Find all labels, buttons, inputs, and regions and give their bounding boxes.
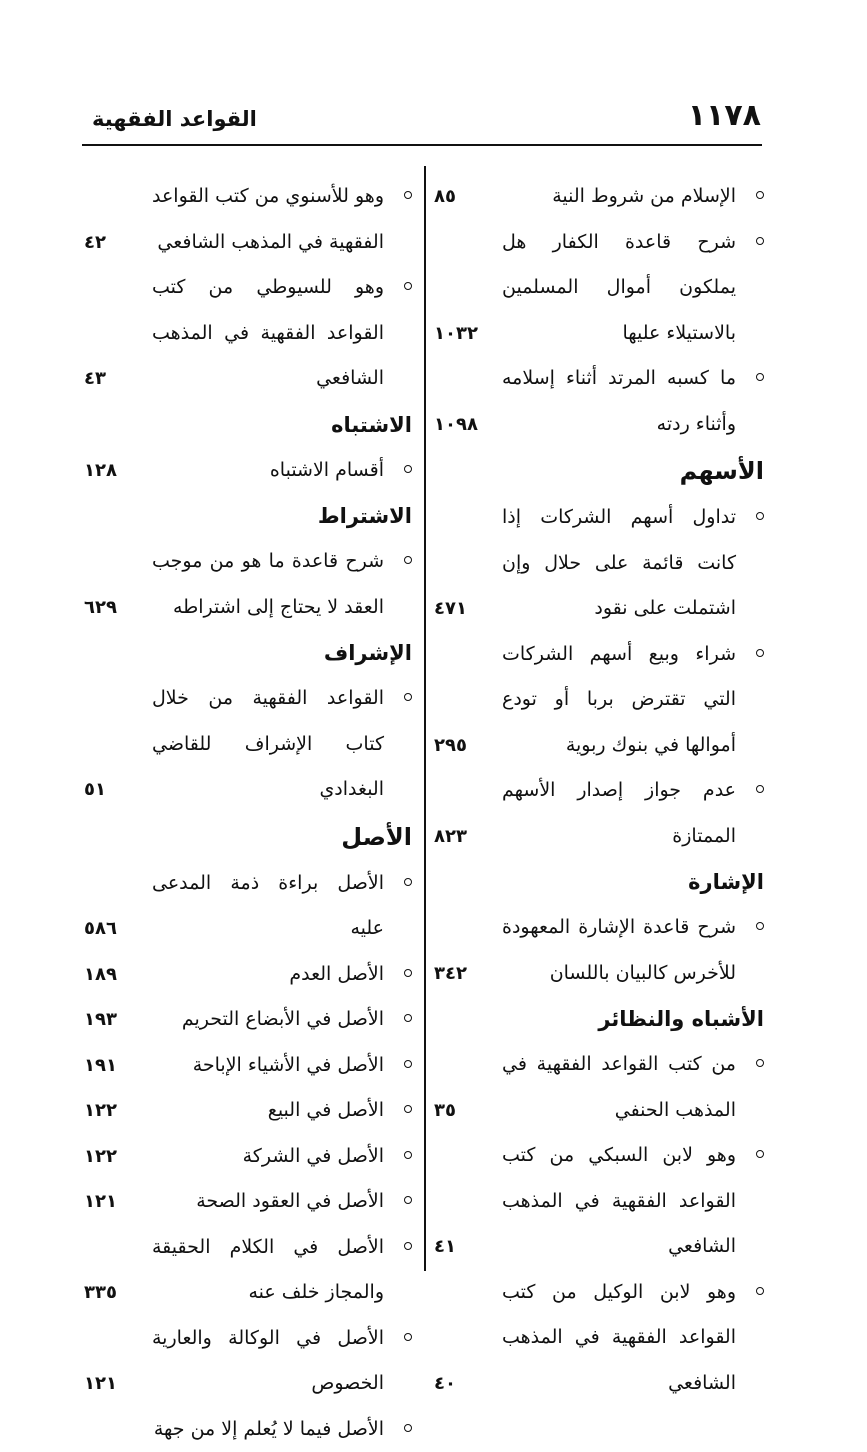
circle-bullet-icon	[404, 1014, 412, 1022]
circle-bullet-icon	[404, 878, 412, 886]
section-heading: الأصل	[80, 813, 414, 861]
section-heading: الاشتباه	[80, 402, 414, 448]
entry-text: أقسام الاشتباه	[152, 448, 384, 494]
index-entry	[80, 997, 414, 1043]
entry-page-number: ١٠٩٨	[434, 402, 478, 448]
circle-bullet-icon	[404, 556, 412, 564]
entry-text: الأصل في الأشياء الإباحة	[152, 1043, 384, 1089]
circle-bullet-icon	[404, 1333, 412, 1341]
header-rule	[82, 144, 762, 146]
index-entry	[80, 861, 414, 952]
index-entry	[80, 448, 414, 494]
index-entry	[80, 1043, 414, 1089]
circle-bullet-icon	[404, 282, 412, 290]
circle-bullet-icon	[404, 1060, 412, 1068]
index-entry	[80, 1179, 414, 1225]
circle-bullet-icon	[404, 1242, 412, 1250]
index-entry	[430, 768, 766, 859]
running-title: القواعد الفقهية	[92, 102, 257, 136]
entry-text: وهو لابن السبكي من كتب القواعد الفقهية في المذهب الشافعي	[502, 1133, 736, 1270]
circle-bullet-icon	[404, 1151, 412, 1159]
section-heading: الأسهم	[430, 447, 766, 495]
entry-page-number: ٣٣٥	[84, 1270, 117, 1316]
column-divider	[424, 166, 426, 1271]
entry-page-number: ٣٤٢	[434, 951, 467, 997]
index-entry	[430, 174, 766, 220]
index-entry	[430, 632, 766, 769]
entry-text: الأصل في الشركة	[152, 1134, 384, 1180]
index-entry	[430, 356, 766, 447]
entry-text: شرح قاعدة الكفار هل يملكون أموال المسلمين بالاستيلاء عليها	[502, 220, 736, 357]
index-entry	[80, 174, 414, 265]
section-heading: الإشارة	[430, 859, 766, 905]
entry-text: الأصل في الكلام الحقيقة والمجاز خلف عنه	[152, 1225, 384, 1316]
entry-page-number: ١٩١	[84, 1043, 117, 1089]
entry-page-number: ٨٢٣	[434, 814, 467, 860]
section-heading: الأشباه والنظائر	[430, 996, 766, 1042]
entry-text: من كتب القواعد الفقهية في المذهب الحنفي	[502, 1042, 736, 1133]
entry-page-number: ٤٠	[434, 1361, 456, 1407]
circle-bullet-icon	[756, 649, 764, 657]
circle-bullet-icon	[756, 922, 764, 930]
circle-bullet-icon	[404, 969, 412, 977]
entry-text: الأصل فيما لا يُعلم إلا من جهة	[152, 1407, 384, 1452]
index-entry	[80, 676, 414, 813]
index-entry	[430, 1133, 766, 1270]
circle-bullet-icon	[756, 373, 764, 381]
section-heading: الإشراف	[80, 630, 414, 676]
index-entry	[430, 1042, 766, 1133]
entry-text: تداول أسهم الشركات إذا كانت قائمة على حلال وإن اشتملت على نقود	[502, 495, 736, 632]
circle-bullet-icon	[756, 237, 764, 245]
circle-bullet-icon	[756, 1059, 764, 1067]
index-entry	[80, 539, 414, 630]
entry-text: الأصل في البيع	[152, 1088, 384, 1134]
index-entry	[80, 1225, 414, 1316]
entry-page-number: ٦٢٩	[84, 585, 117, 631]
circle-bullet-icon	[404, 1196, 412, 1204]
entry-text: عدم جواز إصدار الأسهم الممتازة	[502, 768, 736, 859]
index-entry	[430, 220, 766, 357]
circle-bullet-icon	[404, 693, 412, 701]
entry-page-number: ١٢١	[84, 1179, 117, 1225]
circle-bullet-icon	[756, 785, 764, 793]
entry-text: شرح قاعدة الإشارة المعهودة للأخرس كالبيان باللسان	[502, 905, 736, 996]
circle-bullet-icon	[756, 1287, 764, 1295]
circle-bullet-icon	[404, 191, 412, 199]
entry-page-number: ٤٢	[84, 220, 106, 266]
index-entry	[80, 1316, 414, 1407]
entry-text: الأصل في الوكالة والعارية الخصوص	[152, 1316, 384, 1407]
entry-page-number: ٨٥	[434, 174, 456, 220]
circle-bullet-icon	[756, 1150, 764, 1158]
entry-text: وهو للسيوطي من كتب القواعد الفقهية في المذهب الشافعي	[152, 265, 384, 402]
entry-page-number: ١٠٣٢	[434, 311, 478, 357]
entry-text: وهو للأسنوي من كتب القواعد الفقهية في المذهب الشافعي	[152, 174, 384, 265]
entry-page-number: ١٢٢	[84, 1088, 117, 1134]
index-entry	[80, 265, 414, 402]
circle-bullet-icon	[756, 512, 764, 520]
index-column-right	[430, 174, 766, 1406]
index-entry	[430, 1270, 766, 1407]
entry-page-number: ٥١	[84, 767, 106, 813]
entry-page-number: ١٨٩	[84, 952, 117, 998]
index-entry	[80, 952, 414, 998]
entry-page-number: ٢٩٥	[434, 723, 467, 769]
page-number: ١١٧٨	[688, 96, 761, 136]
circle-bullet-icon	[756, 191, 764, 199]
entry-text: الأصل براءة ذمة المدعى عليه	[152, 861, 384, 952]
entry-text: شراء وبيع أسهم الشركات التي تقترض بربا أو تودع أموالها في بنوك ربوية	[502, 632, 736, 769]
circle-bullet-icon	[404, 1424, 412, 1432]
entry-page-number: ٤٣	[84, 356, 106, 402]
index-entry	[80, 1134, 414, 1180]
index-entry	[430, 905, 766, 996]
entry-text: شرح قاعدة ما هو من موجب العقد لا يحتاج إلى اشتراطه	[152, 539, 384, 630]
index-entry	[80, 1407, 414, 1452]
entry-page-number: ١٢٢	[84, 1134, 117, 1180]
entry-text: وهو لابن الوكيل من كتب القواعد الفقهية في المذهب الشافعي	[502, 1270, 736, 1407]
circle-bullet-icon	[404, 465, 412, 473]
entry-page-number: ٤١	[434, 1224, 456, 1270]
entry-page-number: ١٢١	[84, 1361, 117, 1407]
entry-text: الأصل في العقود الصحة	[152, 1179, 384, 1225]
index-entry	[430, 495, 766, 632]
index-entry	[80, 1088, 414, 1134]
index-column-left	[80, 174, 414, 1452]
circle-bullet-icon	[404, 1105, 412, 1113]
entry-page-number: ٤٧١	[434, 586, 467, 632]
entry-page-number: ١٩٣	[84, 997, 117, 1043]
entry-text: الإسلام من شروط النية	[502, 174, 736, 220]
entry-page-number: ٥٨٦	[84, 906, 117, 952]
entry-page-number: ٣٥	[434, 1088, 456, 1134]
entry-text: الأصل العدم	[152, 952, 384, 998]
entry-text: الأصل في الأبضاع التحريم	[152, 997, 384, 1043]
entry-page-number: ١٢٨	[84, 448, 117, 494]
entry-text: ما كسبه المرتد أثناء إسلامه وأثناء ردته	[502, 356, 736, 447]
section-heading: الاشتراط	[80, 493, 414, 539]
entry-text: القواعد الفقهية من خلال كتاب الإشراف للقاضي البغدادي	[152, 676, 384, 813]
